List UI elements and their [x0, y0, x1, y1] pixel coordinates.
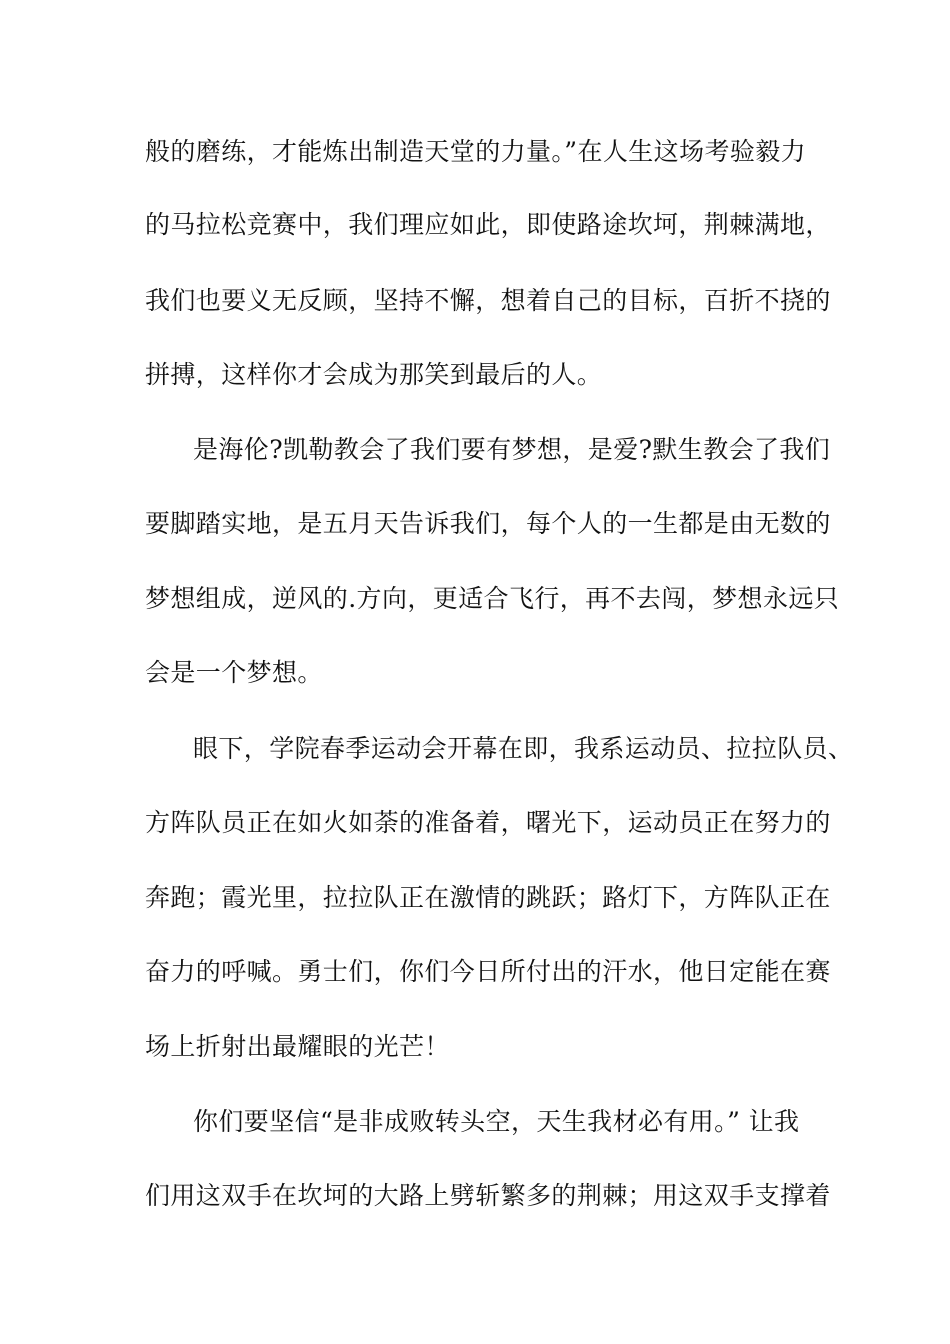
text-line: 会是一个梦想。 [145, 658, 323, 687]
paragraph-first-line: 你们要坚信“是非成败转头空，天生我材必有用。” 让我 [193, 1107, 800, 1136]
text-line: 要脚踏实地，是五月天告诉我们，每个人的一生都是由无数的 [145, 509, 831, 538]
paragraph-first-line: 是海伦?凯勒教会了我们要有梦想，是爱?默生教会了我们 [193, 435, 831, 464]
text-line: 般的磨练，才能炼出制造天堂的力量。”在人生这场考验毅力 [145, 137, 807, 166]
text-line: 们用这双手在坎坷的大路上劈斩繁多的荆棘；用这双手支撑着 [145, 1181, 831, 1210]
text-line: 拼搏，这样你才会成为那笑到最后的人。 [145, 360, 603, 389]
text-line: 奋力的呼喊。勇士们，你们今日所付出的汗水，他日定能在赛 [145, 957, 831, 986]
text-line: 奔跑；霞光里，拉拉队正在激情的跳跃；路灯下，方阵队正在 [145, 883, 831, 912]
text-line: 我们也要义无反顾，坚持不懈，想着自己的目标，百折不挠的 [145, 286, 831, 315]
paragraph-first-line: 眼下，学院春季运动会开幕在即，我系运动员、拉拉队员、 [193, 734, 854, 763]
text-line: 梦想组成，逆风的.方向，更适合飞行，再不去闯，梦想永远只 [145, 584, 840, 613]
text-line: 方阵队员正在如火如荼的准备着，曙光下，运动员正在努力的 [145, 808, 831, 837]
text-line: 场上折射出最耀眼的光芒！ [145, 1032, 450, 1061]
text-line: 的马拉松竞赛中，我们理应如此，即使路途坎坷，荆棘满地， [145, 210, 831, 239]
